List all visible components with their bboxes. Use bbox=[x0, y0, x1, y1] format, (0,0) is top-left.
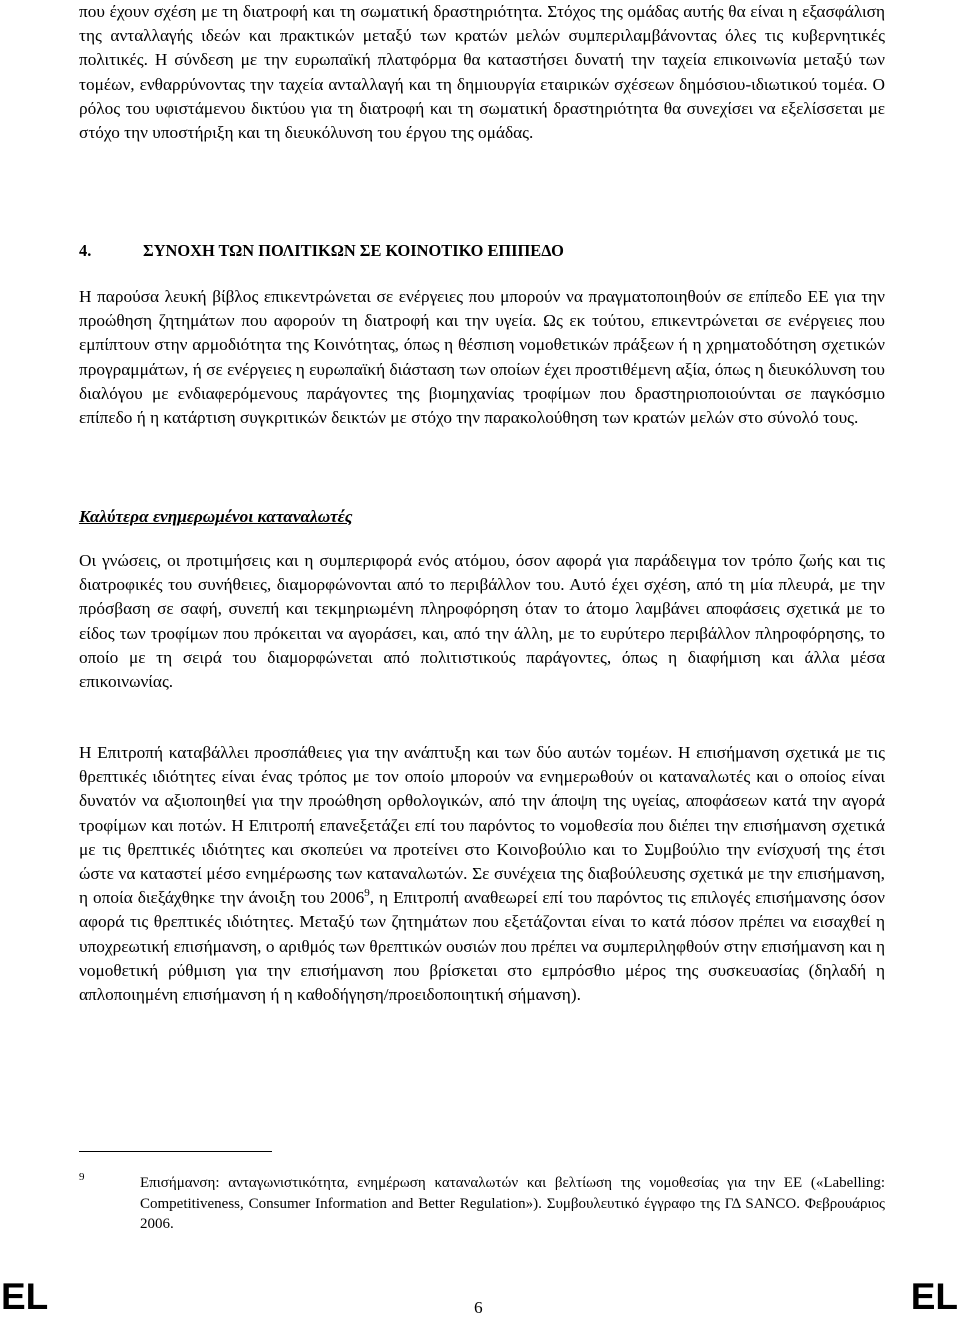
continued-paragraph: που έχουν σχέση με τη διατροφή και τη σωματική δραστηριότητα. Στόχος της ομάδας αυτής θα είναι η εξασφάλιση της ανταλλαγής ιδεών και πρακτικών μεταξύ των κρατών μελών συμπεριλαμβάνοντας όλες τις κυβερνητικές πολιτικές. Η σύνδεση με την ευρωπαϊκή πλατφόρμα θα καταστήσει δυνατή την ταχεία επικοινωνία μεταξύ των τομέων, ενθαρρύνοντας την ταχεία ανταλλαγή και τη δημιουργία εταιρικών σχέσεων δημόσιου-ιδιωτικού τομέα. Ο ρόλος του υφιστάμενου δικτύου για τη διατροφή και τη σωματική δραστηριότητα θα συνεχίσει να εξελίσσεται με στόχο την υποστήριξη και τη διευκόλυνση του έργου της ομάδας. bbox=[79, 2, 885, 143]
section-number: 4. bbox=[79, 241, 92, 260]
footnote-divider bbox=[79, 1151, 272, 1152]
subsection-paragraph-1: Οι γνώσεις, οι προτιμήσεις και η συμπεριφορά ενός ατόμου, όσον αφορά για παράδειγμα τον τρόπο ζωής και τις διατροφικές του συνήθειες, διαμορφώνονται από το περιβάλλον του. Αυτό έχει σχέση, από τη μία πλευρά, με την πρόσβαση σε σαφή, συνεπή και τεκμηριωμένη πληροφόρηση όταν το άτομο λαμβάνει αποφάσεις σχετικά με το είδος των τροφίμων που πρόκειται να αγοράσει, και, από την άλλη, με το ευρύτερο περιβάλλον πληροφόρησης, το οποίο με τη σειρά του διαμορφώνεται από πολιτιστικούς παράγοντες, όπως η διαφήμιση και άλλα μέσα επικοινωνίας. bbox=[79, 551, 885, 692]
page-number: 6 bbox=[474, 1298, 483, 1317]
footer-language-left: EL bbox=[1, 1276, 49, 1317]
subsection-paragraph-2 bbox=[79, 741, 885, 1007]
footnote-text: Επισήμανση: ανταγωνιστικότητα, ενημέρωση καταναλωτών και βελτίωση της νομοθεσίας για την ΕΕ («Labelling: Competitiveness, Consumer Information and Better Regulation»). Συμβουλευτικό έγγραφο της ΓΔ SANCO. Φεβρουάριος 2006. bbox=[140, 1175, 885, 1232]
paragraph-2-text-after: , η Επιτροπή αναθεωρεί επί του παρόντος τις επιλογές επισήμανσης όσον αφορά τις θρεπτικές ιδιότητες. Μεταξύ των ζητημάτων που εξετάζονται είναι το κατά πόσον πρέπει να εισαχθεί η υποχρεωτική επισήμανση, ο αριθμός των θρεπτικών ουσιών που πρέπει να συμπεριληφθούν στην επισήμανση και η νομοθετική ρύθμιση για την επισήμανση που βρίσκεται στο εμπρόσθιο μέρος της συσκευασίας (δηλαδή η απλοποιημένη επισήμανση ή η καθοδήγηση/προειδοποιητική σήμανση). bbox=[79, 888, 885, 1005]
footnote-reference[interactable]: 9 bbox=[364, 887, 370, 900]
footnote-number: 9 bbox=[79, 1171, 85, 1183]
footer-language-right: EL bbox=[910, 1276, 958, 1317]
section-title: ΣΥΝΟΧΗ ΤΩΝ ΠΟΛΙΤΙΚΩΝ ΣΕ ΚΟΙΝΟΤΙΚΟ ΕΠΙΠΕΔΟ bbox=[143, 241, 564, 260]
paragraph-2-text-before: Η Επιτροπή καταβάλλει προσπάθειες για την ανάπτυξη και των δύο αυτών τομέων. Η επισήμανση σχετικά με τις θρεπτικές ιδιότητες είναι ένας τρόπος με τον οποίο μπορούν να ενημερωθούν οι καταναλωτές και ο οποίος είναι δυνατόν να αξιοποιηθεί για την προώθηση ορθολογικών, από την άποψη της υγείας, αποφάσεων κατά την αγορά τροφίμων και ποτών. Η Επιτροπή επανεξετάζει επί του παρόντος το νομοθεσία που διέπει την επισήμανση σχετικά με τις θρεπτικές ιδιότητες και σκοπεύει να προτείνει στο Κοινοβούλιο και το Συμβούλιο την ενίσχυσή της έτσι ώστε να καταστεί μέσο ενημέρωσης των καταναλωτών. Σε συνέχεια της διαβούλευσης σχετικά με την επισήμανση, η οποία διεξάχθηκε την άνοιξη του 2006 bbox=[79, 743, 885, 908]
section-intro-paragraph: Η παρούσα λευκή βίβλος επικεντρώνεται σε ενέργειες που μπορούν να πραγματοποιηθούν σε επίπεδο ΕΕ για την προώθηση ζητημάτων που αφορούν τη διατροφή και την υγεία. Ως εκ τούτου, επικεντρώνεται σε ενέργειες που εμπίπτουν στην αρμοδιότητα της Κοινότητας, όπως η θέσπιση νομοθετικών πράξεων ή η χρηματοδότηση σχετικών προγραμμάτων, ή σε ενέργειες η ευρωπαϊκή διάσταση των οποίων έχει προστιθέμενη αξία, όπως η διευκόλυνση του διαλόγου με ενδιαφερόμενους παράγοντες της βιομηχανίας τροφίμων που δραστηριοποιούνται σε παγκόσμιο επίπεδο ή η κατάρτιση συγκριτικών δεικτών με στόχο την παρακολούθηση των κρατών μελών στο σύνολό τους. bbox=[79, 287, 885, 428]
subsection-title: Καλύτερα ενημερωμένοι καταναλωτές bbox=[79, 507, 353, 526]
section-heading bbox=[79, 240, 885, 262]
